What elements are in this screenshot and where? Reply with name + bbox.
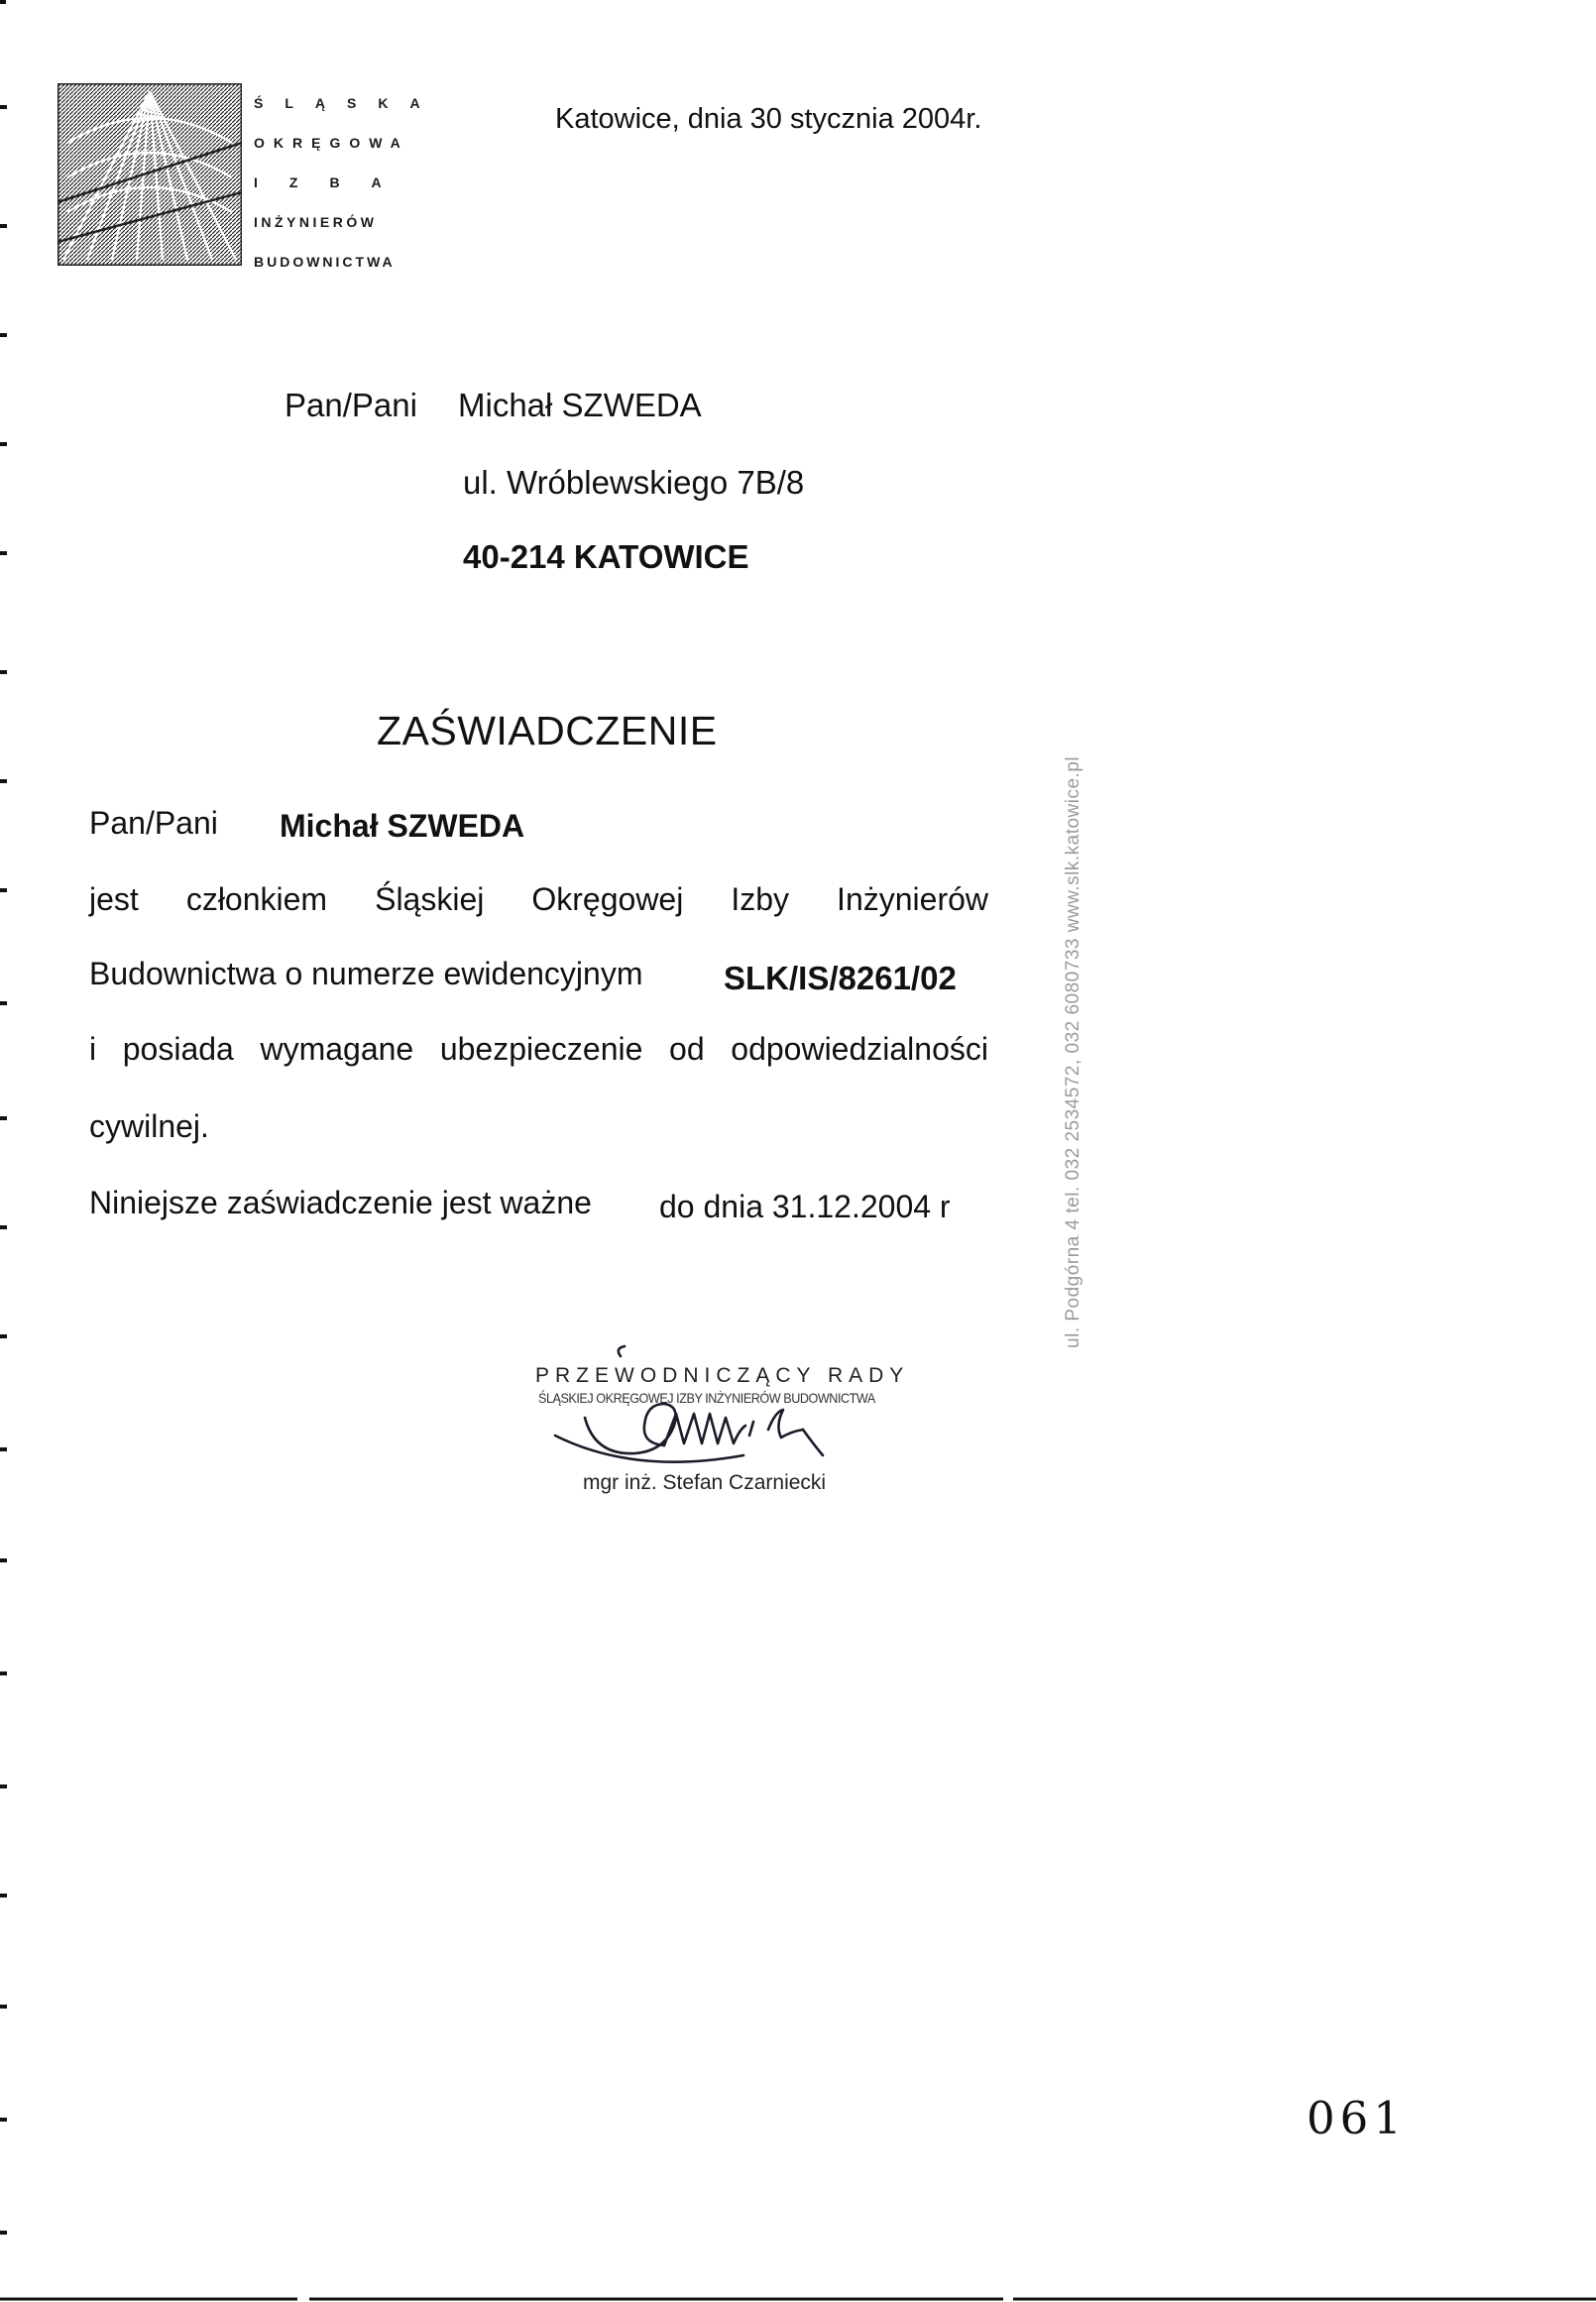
chamber-logo-icon	[57, 83, 242, 266]
page-number: 061	[1307, 2092, 1407, 2144]
side-contact-text: ul. Podgórna 4 tel. 032 2534572, 032 6080733 www.slk.katowice.pl	[1063, 755, 1083, 1348]
chamber-logo-text	[254, 83, 442, 282]
body-line-membership	[89, 881, 988, 918]
recipient-street: ul. Wróblewskiego 7B/8	[463, 464, 805, 501]
word: od	[669, 1031, 705, 1067]
validity-date: do dnia 31.12.2004 r	[659, 1189, 951, 1224]
word: członkiem	[185, 881, 328, 917]
validity-text: Niniejsze zaświadczenie jest ważne	[89, 1185, 592, 1220]
scan-margin-marks-icon	[0, 0, 20, 2302]
word: wymagane	[260, 1031, 414, 1067]
logo-line: OKRĘGOWA	[254, 135, 409, 151]
word: Okręgowej	[531, 881, 684, 917]
logo-line: BUDOWNICTWA	[254, 254, 396, 270]
document-title: ZAŚWIADCZENIE	[377, 708, 718, 753]
place-date: Katowice, dnia 30 stycznia 2004r.	[555, 103, 982, 135]
signer-name: mgr inż. Stefan Czarniecki	[583, 1471, 827, 1494]
registration-number: SLK/IS/8261/02	[724, 960, 957, 996]
word: jest	[89, 881, 139, 917]
recipient-name: Michał SZWEDA	[458, 387, 702, 423]
stamp-title: PRZEWODNICZĄCY RADY	[535, 1364, 910, 1387]
logo-line: INŻYNIERÓW	[254, 214, 378, 230]
person-prefix: Pan/Pani	[89, 805, 218, 841]
word: Śląskiej	[375, 881, 485, 917]
stamp-organization: ŚLĄSKIEJ OKRĘGOWEJ IZBY INŻYNIERÓW BUDOWNICTWA	[538, 1390, 875, 1406]
word: i	[89, 1031, 97, 1067]
word: posiada	[122, 1031, 234, 1067]
body-line-civil: cywilnej.	[89, 1108, 209, 1144]
word: Izby	[731, 881, 790, 917]
word: Inżynierów	[837, 881, 988, 917]
logo-line: IZBA	[254, 174, 413, 190]
word: odpowiedzialności	[731, 1031, 988, 1067]
recipient-prefix: Pan/Pani	[285, 387, 417, 423]
scan-bottom-rule-icon	[0, 2296, 1596, 2302]
recipient-city: 40-214 KATOWICE	[463, 538, 749, 575]
body-line-registry: Budownictwa o numerze ewidencyjnym	[89, 956, 643, 991]
logo-line: ŚLĄSKA	[254, 95, 442, 111]
word: ubezpieczenie	[439, 1031, 643, 1067]
person-name: Michał SZWEDA	[280, 808, 525, 844]
body-line-insurance	[89, 1031, 988, 1068]
